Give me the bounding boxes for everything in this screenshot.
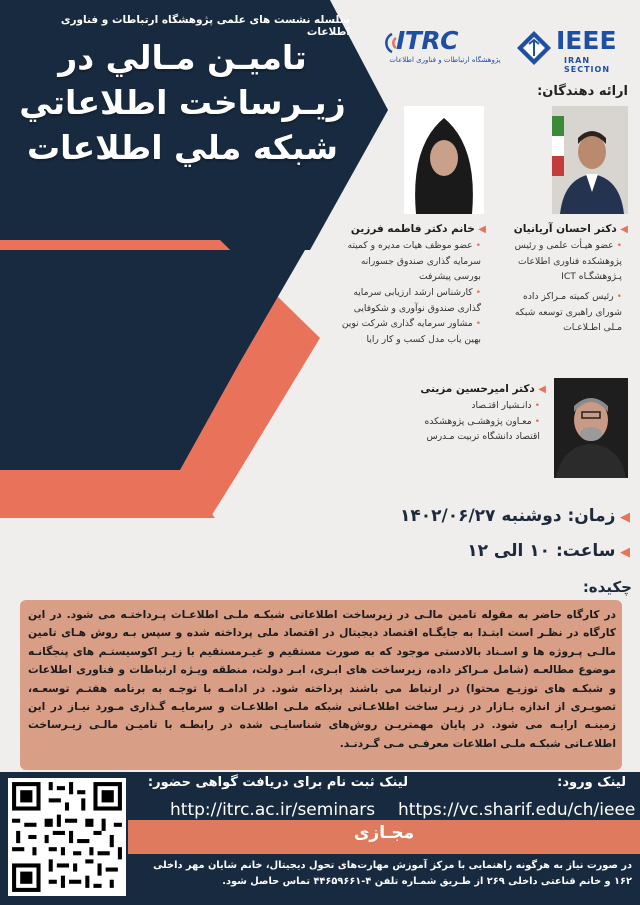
man-portrait-icon	[554, 378, 628, 478]
bullet-item: • مشاور سرمایه گذاری شرکت نوین بهین یاب مدل کسب و کار رایا	[341, 318, 481, 345]
bullet-item: • کارشناس ارشد ارزیابی سرمایه گذاری صندوق نوآوری و شکوفایی	[353, 286, 481, 314]
time-line: ◀ ساعت: ۱۰ الی ۱۲	[467, 541, 630, 561]
entry-label: لینک ورود:	[557, 775, 626, 790]
triangle-bullet-icon: ◀	[615, 545, 630, 560]
logo-bar	[378, 24, 628, 72]
ieee-wordmark: IEEE	[556, 26, 617, 55]
triangle-bullet-icon: ◀	[534, 384, 546, 395]
itrc-wordmark: ITRC	[396, 26, 458, 55]
qr-code[interactable]	[8, 778, 126, 896]
abstract-text: در کارگاه حاضر به مقوله تامین مالـی در زیرساخت اطلاعاتی شبکـه ملـی اطلاعـات پـرداختـه می شود. در این کارگاه در نظـر است ابتـدا به جایگـاه اقتصاد دیجیتال در اقتصاد ملی پرداخته شده و سپس بـه روش هـای تامین مالـی پـروژه ها و اسـناد بالادستی موجود که به صورت مستقیم و غیـرمستقیم با زیـر اکوسیستـم های پنجگانـه موضوع مطالعـه (شامل مـراکز داده، زیرساخت های ابـری، ابـر دولت، منطقه ویـژه ارتباطات و فناوری اطلاعات و شبکـه های توزیـع محتوا) در ارتباط می باشند پرداخته شود. در ادامـه با توجـه به برنامه هفتـم توسعـه، تصویـری از اندازه بـازار در زیـر ساخت اطلاعـاتی شبکه ملـی اطلاعـات و سرمایـه گـذاری مـورد نیـاز در این زمینـه ارایـه می شود. در پایان مهمتریـن روش‌های شناسایـی شده در رابطـه با تامیـن مالـی زیـرساخت اطلاعـاتی شبکـه ملـی اطلاعات معرفـی مـی گـردنـد.	[28, 608, 616, 750]
presenter-name-2: ◀ خانم دکتر فاطمه فرزین	[350, 223, 486, 235]
ieee-subtitle: IRAN SECTION	[564, 56, 611, 74]
itrc-subtitle: پژوهشگاه ارتباطات و فناوری اطلاعات	[389, 56, 501, 64]
ieee-logo	[516, 26, 628, 72]
itrc-signal-icon	[378, 30, 398, 56]
series-title: سلسله نشست های علمی پژوهشگاه ارتباطات و فناوری اطلاعات	[60, 14, 350, 38]
registration-label: لینک ثبت نام برای دریافت گواهی حضور:	[147, 775, 408, 790]
triangle-bullet-icon: ◀	[616, 224, 628, 235]
bullet-item: • رئیس کمیته مـراکز داده شورای راهبری توسعه شبکه مـلی اطـلاعـات	[514, 290, 622, 334]
triangle-bullet-icon: ◀	[615, 510, 630, 525]
title-line-2: زيـرساخت اطلاعاتي	[19, 82, 346, 122]
presenter-name-3: ◀ دکتر امیرحسین مزینی	[420, 383, 546, 395]
abstract-label: چکیده:	[582, 578, 632, 596]
triangle-bullet-icon: ◀	[474, 224, 486, 235]
date-line: ◀ زمان: دوشنبه ۱۴۰۲/۰۶/۲۷	[399, 506, 630, 526]
presenter-bullets-2	[335, 238, 481, 347]
bullet-item: • معـاون پژوهشـی پژوهشکده اقتصاد دانشگاه تربیت مـدرس	[424, 415, 540, 443]
title-line-1: تامیـن مـالي در	[58, 38, 307, 77]
ieee-diamond-icon	[516, 30, 552, 66]
registration-link[interactable]: http://itrc.ac.ir/seminars	[170, 800, 376, 820]
presenter-photo-1	[552, 106, 628, 214]
virtual-label: مجـازی	[353, 823, 415, 843]
bullet-item: • عضو موظف هیات مدیره و کمیته سرمایه گذاری صندوق جسورانه بورسی پیشرفت	[347, 240, 481, 283]
presenter-photo-2	[404, 106, 484, 214]
qr-code-icon	[8, 778, 126, 896]
presenter-photo-3	[554, 378, 628, 478]
presenter-bullets-3	[412, 398, 540, 445]
presenters-label: ارائه دهندگان:	[537, 84, 628, 99]
presenter-bullets-1	[500, 238, 622, 336]
main-title	[10, 36, 355, 171]
bullet-item: • عضو هیـأت علمی و رئیس پژوهشکده فناوری اطلاعات پـژوهشگـاه ICT	[514, 240, 622, 283]
itrc-logo	[378, 24, 510, 72]
contact-note: در صورت نیاز به هرگونه راهنمایی با مرکز آموزش مهارت‌های تحول دیجیتال، خانم شایان مهر داخلی ۱۶۲ و خانم قناعتی داخلی ۲۶۹ از طـریق شمـاره تلفن ۴-۴۴۶۵۹۶۶۱ تماس حاصل شود.	[153, 860, 632, 888]
woman-portrait-icon	[404, 106, 484, 214]
presenter-name-1: ◀ دکتر احسان آریانیان	[513, 223, 628, 235]
bullet-item: • دانـشیار اقتـصاد	[471, 400, 540, 411]
title-line-3: شبكه ملي اطلاعات	[27, 127, 338, 167]
entry-link[interactable]: https://vc.sharif.edu/ch/ieee	[398, 800, 636, 820]
man-portrait-icon	[552, 106, 628, 214]
